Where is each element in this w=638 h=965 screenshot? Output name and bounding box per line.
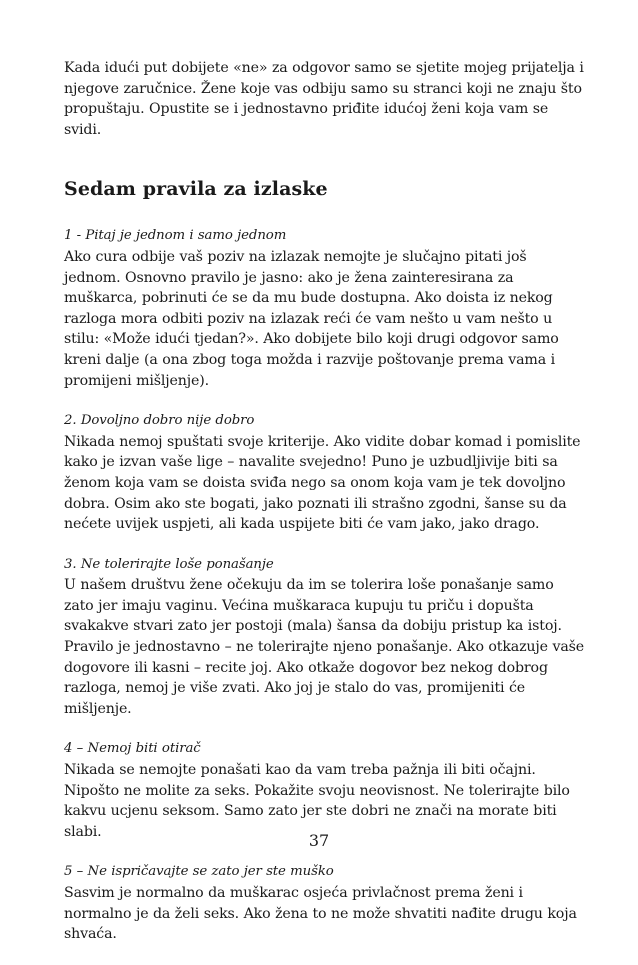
rule-body: Nikada nemoj spuštati svoje kriterije. Ako vidite dobar komad i pomislite kako je izvan vaše lige – navalite svejedno! Puno je uzbudljivije biti sa ženom koja vam se doista sviđa nego sa onom koja vam je tek dovoljno dobra. Osim ako ste bogati, jako poznati ili strašno zgodni, šanse su da nećete uvijek uspjeti, ali kada uspijete biti će vam jako, jako drago. (64, 433, 581, 533)
rule-section (64, 739, 586, 842)
text-column (64, 58, 586, 965)
rule-title: 4 – Nemoj biti otirač (64, 741, 201, 757)
rule-title: 2. Dovoljno dobro nije dobro (64, 413, 255, 429)
intro-paragraph: Kada idući put dobijete «ne» za odgovor samo se sjetite mojeg prijatelja i njegove zaručnice. Žene koje vas odbiju samo su stranci koji ne znaju što propuštaju. Opustite se i jednostavno priđite idućoj ženi koja vam se svidi. (64, 60, 584, 138)
rule-section (64, 862, 586, 944)
rule-section (64, 226, 586, 391)
rule-body: Nikada se nemojte ponašati kao da vam treba pažnja ili biti očajni. Nipošto ne molite za seks. Pokažite svoju neovisnost. Ne tolerirajte bilo kakvu ucjenu seksom. Samo zato jer ste dobri ne znači na morate biti slabi. (64, 762, 570, 840)
rule-body: Ako cura odbije vaš poziv na izlazak nemojte je slučajno pitati još jednom. Osnovno pravilo je jasno: ako je žena zainteresirana za muškarca, pobrinuti će se da mu bude dostupna. Ako doista iz nekog razloga mora odbiti poziv na izlazak reći će vam nešto u vam nešto u stilu: «Može idući tjedan?». Ako dobijete bilo koji drugi odgovor samo kreni dalje (a ona zbog toga možda i razvije poštovanje prema vama i promijeni mišljenje). (64, 248, 559, 389)
rule-section (64, 411, 586, 535)
section-heading: Sedam pravila za izlaske (64, 178, 328, 201)
rule-title: 5 – Ne ispričavajte se zato jer ste muško (64, 864, 334, 880)
rule-title: 3. Ne tolerirajte loše ponašanje (64, 556, 274, 572)
page-number: 37 (308, 831, 330, 850)
rule-section (64, 555, 586, 720)
rule-body: U našem društvu žene očekuju da im se tolerira loše ponašanje samo zato jer imaju vaginu. Većina muškaraca kupuju tu priču i dopušta svakakve stvari zato jer postoji (mala) šansa da dobiju pristup ka istoj. Pravilo je jednostavno – ne tolerirajte njeno ponašanje. Ako otkazuje vaše dogovore ili kasni – recite joj. Ako otkaže dogovor bez nekog dobrog razloga, nemoj je više zvati. Ako joj je stalo do vas, promijeniti će mišljenje. (64, 577, 585, 717)
rule-body: Sasvim je normalno da muškarac osjeća privlačnost prema ženi i normalno je da želi seks. Ako žena to ne može shvatiti nađite drugu koja shvaća. (64, 885, 577, 943)
rule-title: 1 - Pitaj je jednom i samo jednom (64, 228, 287, 244)
